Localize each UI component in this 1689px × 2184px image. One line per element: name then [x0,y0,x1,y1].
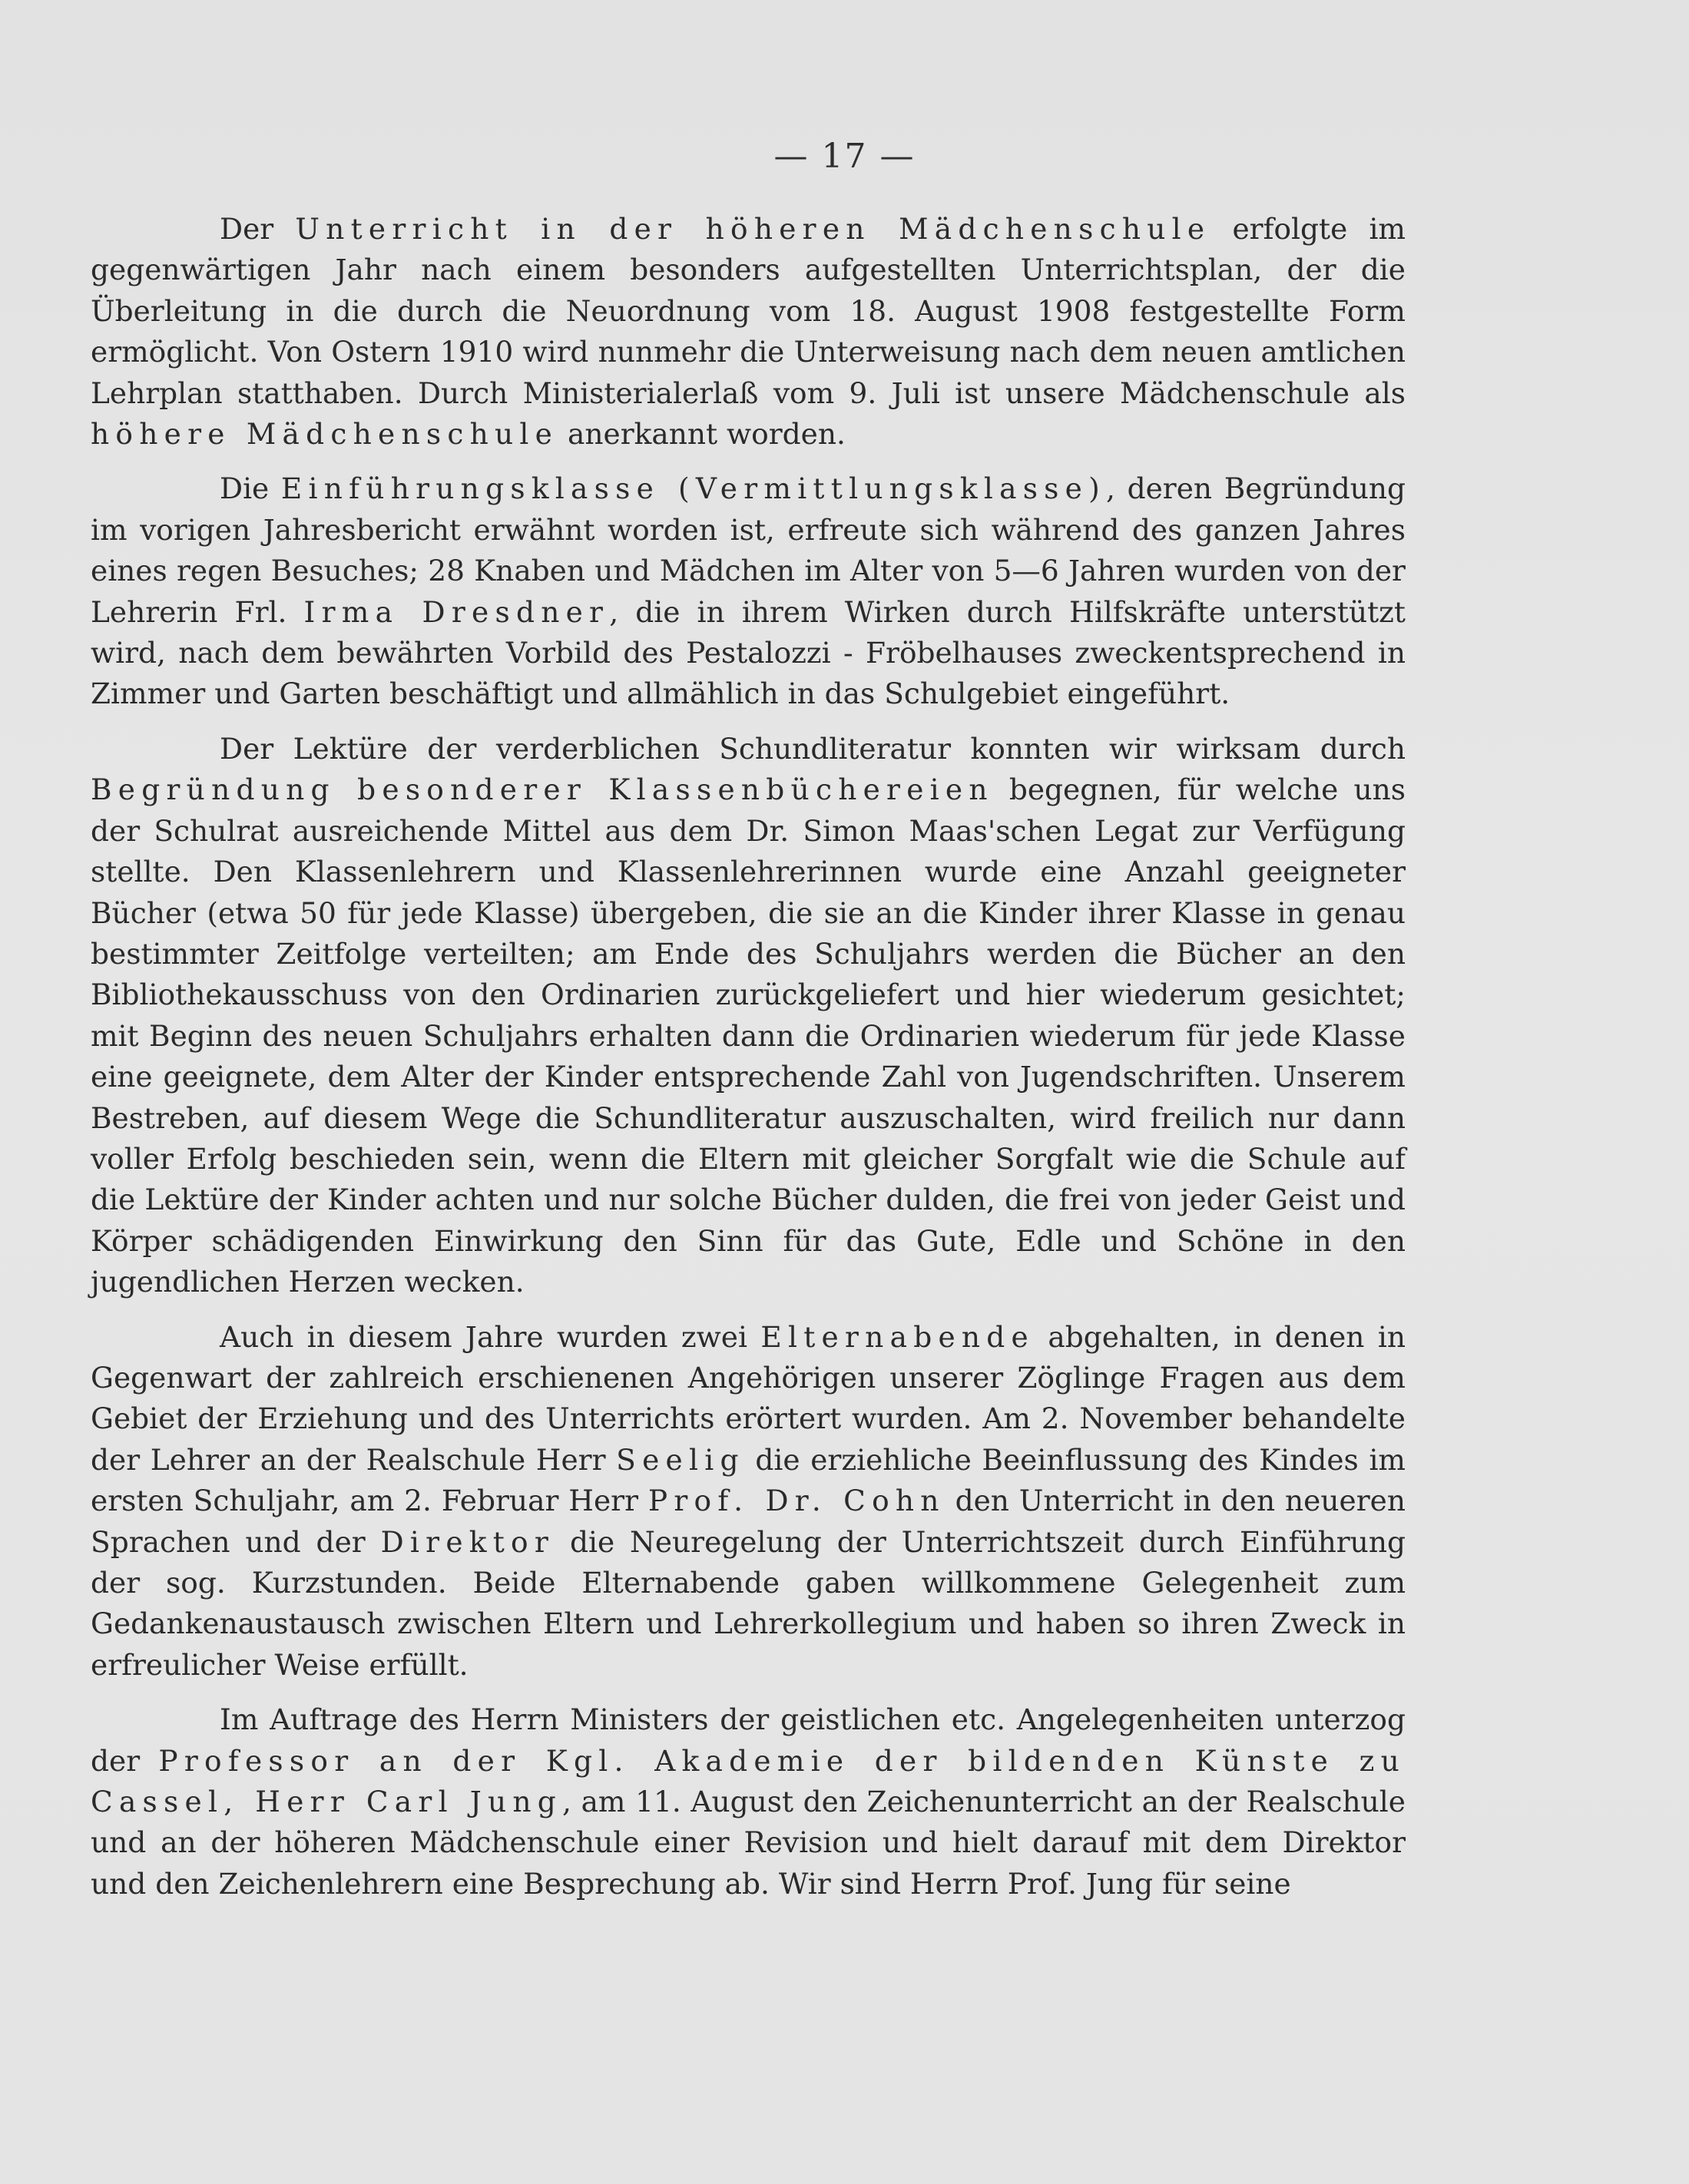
emphasized-text: Irma Dresdner [303,594,610,629]
text-run: anerkannt worden. [558,417,846,452]
emphasized-text: höhere Mädchenschule [91,417,559,452]
text-run: die Neuregelung der Unterrichtszeit durch Einführung der sog. Kurzstunden. Beide Elternabende gaben willkommene Gelegenheit zum Gedankenaustausch zwischen Eltern und Lehrerkollegium und haben so ihren Zweck in erfreulicher Weise erfüllt. [91,1524,1406,1682]
emphasized-text: Seelig [616,1442,745,1477]
paragraph-maedchenschule [91,209,1406,455]
text-run: Der [220,212,296,246]
emphasized-text: Unterricht in der höheren Mädchenschule [295,212,1211,246]
emphasized-text: Elternabende [760,1319,1035,1354]
text-run: Auch in diesem Jahre wurden zwei [220,1319,761,1354]
text-run: begegnen, für welche uns der Schulrat ausreichende Mittel aus dem Dr. Simon Maas'schen Legat zur Verfügung stellte. Den Klassenlehrern und Klassenlehrerinnen wurde eine Anzahl geeigneter Bücher (etwa 50 für jede Klasse) übergeben, die sie an die Kinder ihrer Klasse in genau bestimmter Zeitfolge verteilten; am Ende des Schuljahrs werden die Bücher an den Bibliothekausschuss von den Ordinarien zurückgeliefert und hier wiederum gesichtet; mit Beginn des neuen Schuljahrs erhalten dann die Ordinarien wiederum für jede Klasse eine geeignete, dem Alter der Kinder entsprechende Zahl von Jugendschriften. Unserem Bestreben, auf diesem Wege die Schundliteratur auszuschalten, wird freilich nur dann voller Erfolg beschieden sein, wenn die Eltern mit gleicher Sorgfalt wie die Schule auf die Lektüre der Kinder achten und nur solche Bücher dulden, die frei von jeder Geist und Körper schädigenden Einwirkung den Sinn für das Gute, Edle und Schöne in den jugendlichen Herzen wecken. [91,773,1406,1299]
text-run: Der Lektüre der verderblichen Schundliteratur konnten wir wirksam durch [220,731,1406,766]
text-run: , deren Begründung im vorigen Jahresbericht erwähnt worden ist, erfreute sich während des ganzen Jahres eines regen Besuches; 28 Knaben und Mädchen im Alter von 5—6 Jahren wurden von der Lehrerin Frl. [91,472,1406,629]
text-run: abgehalten, in denen in Gegenwart der zahlreich erschienenen Angehörigen unserer Zöglinge Fragen aus dem Gebiet der Erziehung und des Unterrichts erörtert wurden. Am 2. November behandelte der Lehrer an der Realschule Herr [91,1319,1406,1477]
paragraph-elternabende [91,1317,1406,1686]
paragraph-revision-zeichenunterricht [91,1699,1406,1904]
emphasized-text: Einführungsklasse (Vermittlungsklasse) [280,472,1107,506]
text-run: Die [220,472,281,506]
emphasized-text: Professor an der Kgl. Akademie der bildenden Künste zu Cassel, Herr Carl Jung [91,1743,1406,1819]
text-run: die erziehliche Beeinflussung des Kindes im ersten Schuljahr, am 2. Februar Herr [91,1442,1406,1518]
text-run: den Unterricht in den neueren Sprachen und der [91,1484,1406,1559]
text-run: Im Auftrage des Herrn Ministers der geistlichen etc. Angelegenheiten unterzog der [91,1703,1406,1778]
text-run: , die in ihrem Wirken durch Hilfskräfte unterstützt wird, nach dem bewährten Vorbild des Pestalozzi - Fröbelhauses zweckentsprechend in Zimmer und Garten beschäftigt und allmählich in das Schulgebiet eingeführt. [91,594,1406,711]
emphasized-text: Prof. Dr. Cohn [647,1484,946,1518]
text-run: erfolgte im gegenwärtigen Jahr nach einem besonders aufgestellten Unterrichtsplan, der die Überleitung in die durch die Neuordnung vom 18. August 1908 festgestellte Form ermöglicht. Von Ostern 1910 wird nunmehr die Unterweisung nach dem neuen amtlichen Lehrplan statthaben. Durch Ministerialerlaß vom 9. Juli ist unsere Mädchenschule als [91,212,1406,410]
emphasized-text: Direktor [380,1524,555,1559]
page-number: — 17 — [773,137,916,176]
paragraph-einfuehrungsklasse [91,468,1406,714]
text-run: , am 11. August den Zeichenunterricht an der Realschule und an der höheren Mädchenschule einer Revision und hielt darauf mit dem Direktor und den Zeichenlehrern eine Besprechung ab. Wir sind Herrn Prof. Jung für seine [91,1785,1406,1901]
body-text [91,209,1406,1918]
paragraph-klassenbuechereien [91,729,1406,1303]
emphasized-text: Begründung besonderer Klassenbüchereien [91,773,994,807]
